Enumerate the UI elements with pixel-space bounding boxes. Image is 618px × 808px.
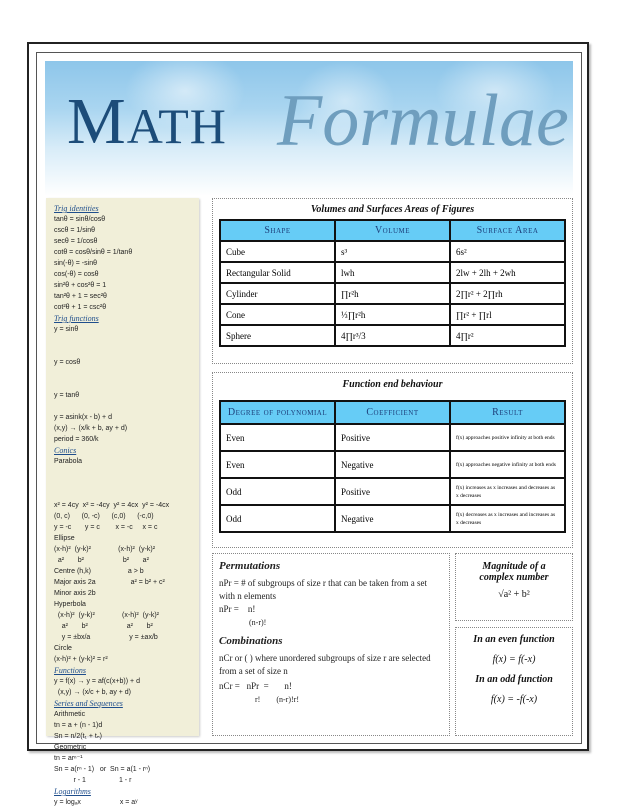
sidebar-formula-line: Sn = a(rⁿ - 1) or Sn = a(1 - rⁿ): [54, 766, 151, 773]
sidebar-formula-line: y = cosθ: [54, 359, 81, 366]
sidebar-formula-line: cscθ = 1/sinθ: [54, 227, 96, 234]
sidebar-formula-line: [54, 401, 199, 412]
sidebar-formula-line: Parabola: [54, 458, 83, 465]
table-cell: Even: [220, 451, 335, 478]
volumes-table: [219, 219, 566, 347]
sidebar-heading: Functions: [54, 666, 86, 675]
odd-function-formula: f(x) = -f(-x): [490, 694, 538, 705]
sidebar-formula-line: [54, 346, 199, 357]
sidebar-formula-line: (x,y) → (x/c + b, ay + d): [54, 689, 132, 696]
permutations-formula-bottom: (n-r)!: [249, 618, 267, 627]
column-header: Result: [450, 401, 565, 424]
sidebar-formula-line: [54, 335, 199, 346]
table-cell: Cylinder: [220, 283, 335, 304]
table-cell: Cube: [220, 241, 335, 262]
table-cell: 2lw + 2lh + 2wh: [450, 262, 565, 283]
sidebar-formula-line: [54, 478, 199, 489]
table-cell: Rectangular Solid: [220, 262, 335, 283]
combinations-formula-top: nCr = nPr = n!: [219, 681, 292, 691]
sidebar-formula-line: (x-h)² (y-k)² (x-h)² (y-k)²: [54, 612, 159, 619]
sidebar-formula-line: y = -c y = c x = -c x = c: [54, 524, 158, 531]
table-cell: Positive: [335, 424, 450, 451]
end-behaviour-title: Function end behaviour: [342, 379, 443, 390]
permutations-combinations-section: [212, 553, 450, 736]
table-row: [220, 505, 565, 532]
sidebar-formula-line: (x-h)² (y-k)² (x-h)² (y-k)²: [54, 546, 156, 553]
sidebar-formula-line: y = ±bx/a y = ±ax/b: [54, 634, 158, 641]
sidebar-formula-line: tan²θ + 1 = sec²θ: [54, 293, 107, 300]
sidebar-formula-line: [54, 467, 199, 478]
table-cell: ∏r² + ∏rl: [450, 304, 565, 325]
sidebar-formula-line: Major axis 2a a² = b² + c²: [54, 579, 165, 586]
table-cell: f(x) approaches negative infinity at both ends: [450, 451, 565, 478]
table-row: [220, 304, 565, 325]
table-row: [220, 325, 565, 346]
sidebar-formula-line: (0, c) (0, -c) (c,0) (-c,0): [54, 513, 154, 520]
end-behaviour-section: [212, 372, 573, 548]
column-header: Surface Area: [450, 220, 565, 241]
table-row: [220, 478, 565, 505]
table-row: [220, 451, 565, 478]
formula-sidebar: [46, 198, 199, 806]
sidebar-formula-line: (x-h)² + (y-k)² = r²: [54, 656, 108, 663]
complex-magnitude-box: [455, 553, 573, 621]
table-cell: Odd: [220, 505, 335, 532]
sidebar-heading: Trig identities: [54, 204, 99, 213]
sidebar-formula-line: y = logₐx x = aʸ: [54, 799, 138, 806]
sidebar-formula-line: a² b² b² a²: [54, 557, 149, 564]
even-function-label: In an even function: [473, 634, 555, 645]
title-formulae: Formulae: [277, 80, 569, 162]
table-row: [220, 241, 565, 262]
permutations-definition: nPr = # of subgroups of size r that can be taken from a set with n elements: [219, 578, 428, 601]
table-row: [220, 283, 565, 304]
sidebar-formula-line: y = sinθ: [54, 326, 79, 333]
sidebar-formula-line: [54, 489, 199, 500]
even-function-formula: f(x) = f(-x): [492, 654, 536, 665]
column-header: Coefficient: [335, 401, 450, 424]
even-odd-function-box: [455, 627, 573, 736]
title-banner: [45, 61, 573, 196]
sidebar-formula-line: cot²θ + 1 = csc²θ: [54, 304, 107, 311]
sidebar-formula-line: a² b² a² b²: [54, 623, 153, 630]
sidebar-formula-line: y = tanθ: [54, 392, 80, 399]
table-cell: 6s²: [450, 241, 565, 262]
table-cell: f(x) approaches positive infinity at both ends: [450, 424, 565, 451]
sidebar-formula-line: cotθ = cosθ/sinθ = 1/tanθ: [54, 249, 133, 256]
sidebar-formula-line: secθ = 1/cosθ: [54, 238, 98, 245]
sidebar-formula-line: Ellipse: [54, 535, 75, 542]
combinations-heading: Combinations: [219, 635, 283, 647]
table-cell: Negative: [335, 505, 450, 532]
complex-title-line2: complex number: [479, 572, 549, 583]
column-header: Volume: [335, 220, 450, 241]
sidebar-formula-line: Minor axis 2b: [54, 590, 96, 597]
permutations-heading: Permutations: [219, 560, 281, 572]
sidebar-formula-line: sin²θ + cos²θ = 1: [54, 282, 107, 289]
sidebar-formula-line: tn = arⁿ⁻¹: [54, 755, 83, 762]
column-header: Shape: [220, 220, 335, 241]
sidebar-formula-line: Sn = n/2(t₁ + tₙ): [54, 733, 102, 740]
table-cell: f(x) decreases as x increases and increases as x decreases: [450, 505, 565, 532]
sidebar-formula-line: y = asink(x - b) + d: [54, 414, 112, 421]
sidebar-formula-line: cos(-θ) = cosθ: [54, 271, 99, 278]
volumes-section: [212, 198, 573, 364]
end-behaviour-table: [219, 400, 566, 533]
table-cell: Sphere: [220, 325, 335, 346]
table-cell: s³: [335, 241, 450, 262]
sidebar-formula-line: tanθ = sinθ/cosθ: [54, 216, 106, 223]
table-cell: ∏r²h: [335, 283, 450, 304]
sidebar-formula-line: x² = 4cy x² = -4cy y² = 4cx y² = -4cx: [54, 502, 170, 509]
combinations-formula-bottom: r! (n-r)!r!: [255, 695, 299, 704]
sidebar-formula-line: sin(-θ) = -sinθ: [54, 260, 97, 267]
sidebar-formula-line: y = f(x) → y = af(c(x+b)) + d: [54, 678, 140, 685]
sidebar-heading: Trig functions: [54, 314, 99, 323]
sidebar-formula-line: r - 1 1 - r: [54, 777, 132, 784]
sidebar-heading: Conics: [54, 446, 77, 455]
sidebar-formula-line: [54, 379, 199, 390]
table-row: [220, 424, 565, 451]
column-header: Degree of polynomial: [220, 401, 335, 424]
table-cell: Even: [220, 424, 335, 451]
table-cell: lwh: [335, 262, 450, 283]
table-cell: 4∏r³/3: [335, 325, 450, 346]
odd-function-label: In an odd function: [475, 674, 553, 685]
sidebar-formula-line: (x,y) → (x/k + b, ay + d): [54, 425, 128, 432]
complex-title-line1: Magnitude of a: [482, 561, 546, 572]
permutations-formula-top: nPr = n!: [219, 604, 256, 614]
sidebar-formula-line: Hyperbola: [54, 601, 86, 608]
complex-formula: √a² + b²: [498, 589, 530, 600]
volumes-title: Volumes and Surfaces Areas of Figures: [310, 204, 475, 215]
sidebar-heading: Logarithms: [54, 787, 91, 796]
sidebar-heading: Series and Sequences: [54, 699, 123, 708]
sidebar-formula-line: period = 360/k: [54, 436, 99, 443]
table-cell: 4∏r²: [450, 325, 565, 346]
combinations-definition: nCr or ( ) where unordered subgroups of size r are selected from a set of size n: [219, 653, 431, 676]
sidebar-formula-line: [54, 368, 199, 379]
table-cell: ⅓∏r²h: [335, 304, 450, 325]
sidebar-formula-line: Arithmetic: [54, 711, 86, 718]
table-cell: Cone: [220, 304, 335, 325]
title-math: MATH: [67, 85, 227, 158]
table-row: [220, 262, 565, 283]
sidebar-formula-line: Circle: [54, 645, 72, 652]
table-cell: Odd: [220, 478, 335, 505]
table-cell: Positive: [335, 478, 450, 505]
table-cell: 2∏r² + 2∏rh: [450, 283, 565, 304]
sidebar-formula-line: Centre (h,k) a > b: [54, 568, 144, 575]
sidebar-formula-line: tn = a + (n - 1)d: [54, 722, 103, 729]
table-cell: f(x) increases as x increases and decreases as x decreases: [450, 478, 565, 505]
sidebar-formula-line: Geometric: [54, 744, 87, 751]
table-cell: Negative: [335, 451, 450, 478]
